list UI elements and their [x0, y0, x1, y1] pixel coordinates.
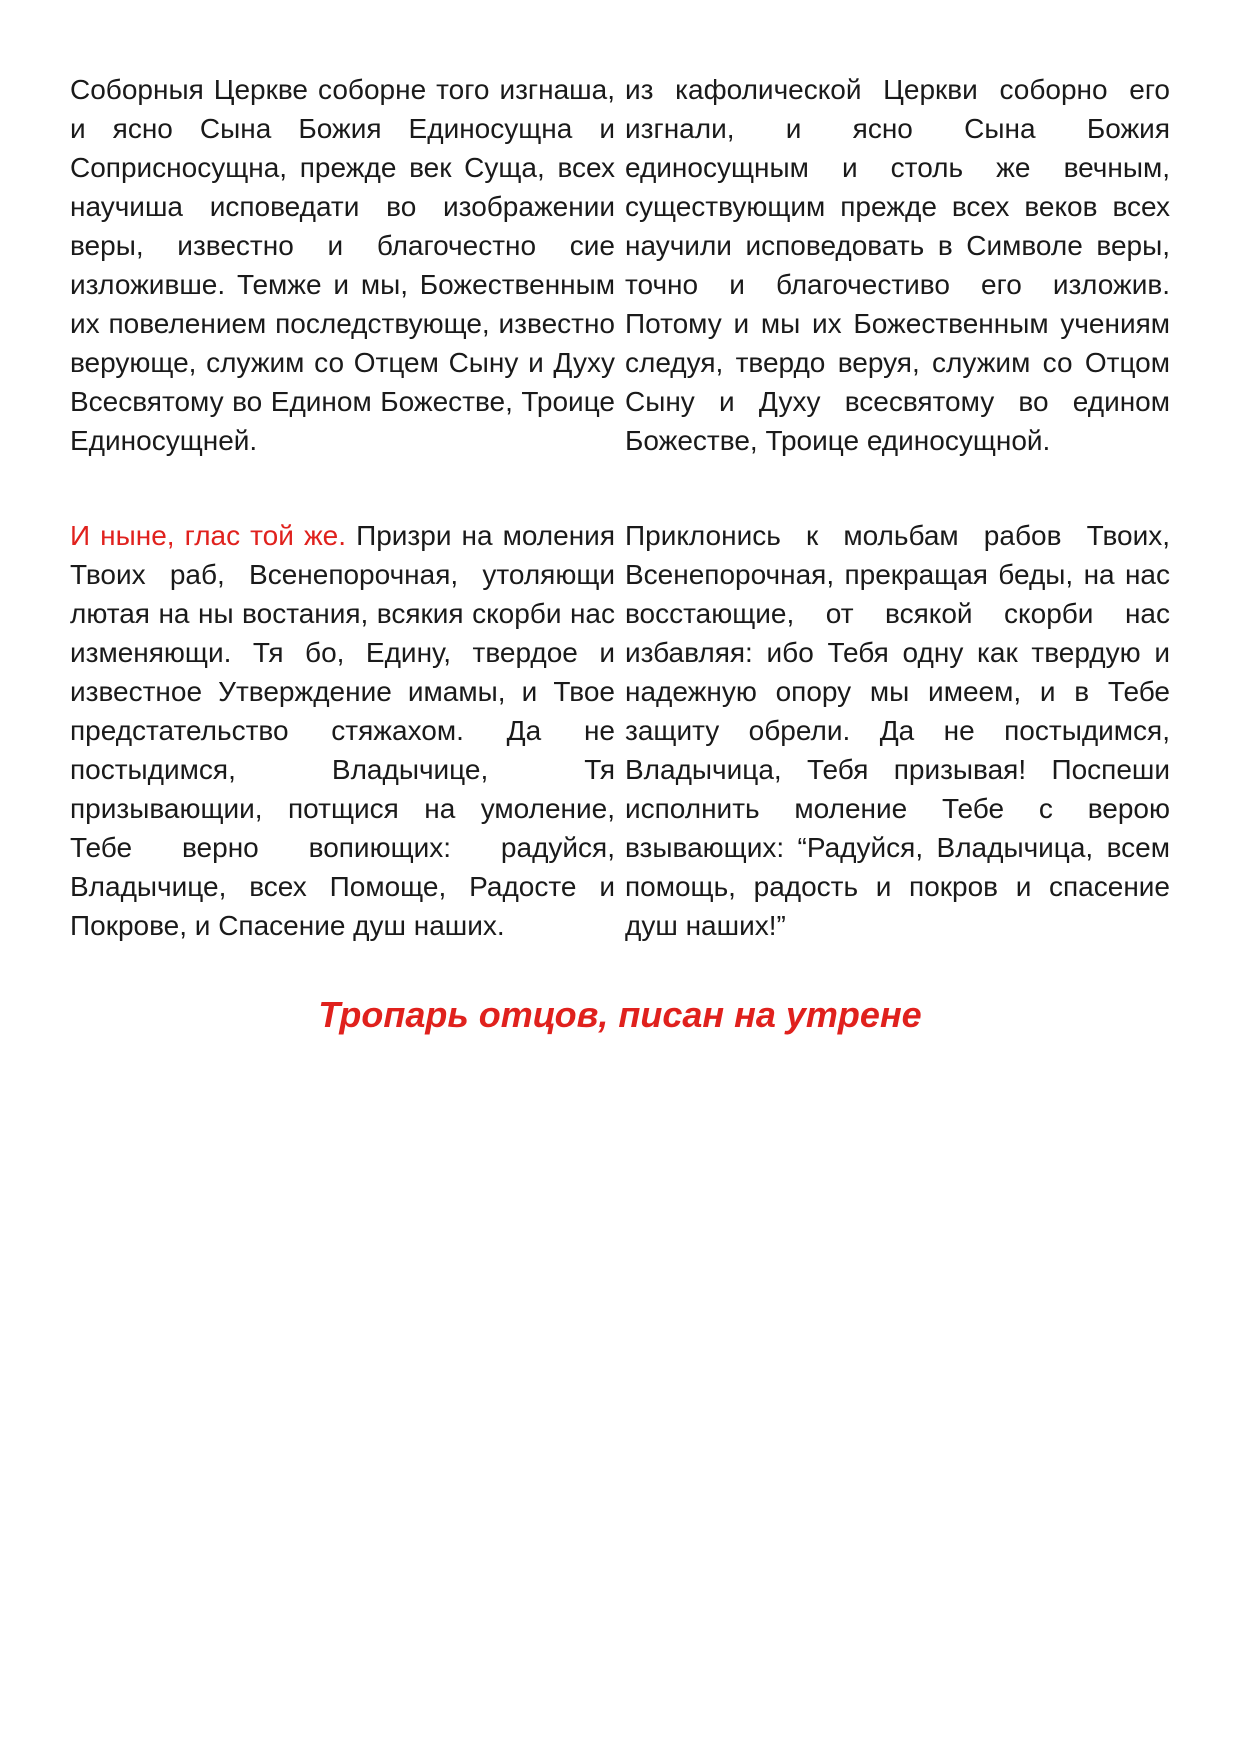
parallel-section-1 — [70, 70, 1170, 460]
church-slavonic-column — [70, 70, 615, 460]
slavonic-paragraph: Призри на моления Твоих раб, Всенепорочная, утоляющи лютая на ны востания, всякия скорби нас изменяющи. Тя бо, Едину, твердое и известное Утверждение имамы, и Твое предстательство стяжахом. Да не постыдимся, Владычице, Тя призывающии, потщися на умоление, Тебе верно вопиющих: радуйся, Владычице, всех Помоще, Радосте и Покрове, и Спасение душ наших. — [70, 520, 615, 941]
document-page — [70, 70, 1170, 1037]
church-slavonic-column — [70, 516, 615, 945]
russian-translation-column — [625, 516, 1170, 945]
slavonic-paragraph: Соборныя Церкве соборне того изгнаша, и ясно Сына Божия Единосущна и Соприсносущна, прежде век Суща, всех научиша исповедати во изображении веры, известно и благочестно сие изложивше. Темже и мы, Божественным их повелением последствующе, известно верующе, служим со Отцем Сыну и Духу Всесвятому во Едином Божестве, Троице Единосущней. — [70, 74, 615, 456]
russian-translation-column — [625, 70, 1170, 460]
rubric-text: И ныне, глас той же. — [70, 520, 347, 551]
section-heading: Тропарь отцов, писан на утрене — [318, 994, 922, 1035]
russian-paragraph: из кафолической Церкви соборно его изгнали, и ясно Сына Божия единосущным и столь же вечным, существующим прежде всех веков всех научили исповедовать в Символе веры, точно и благочестиво его изложив. Потому и мы их Божественным учениям следуя, твердо веруя, служим со Отцом Сыну и Духу всесвятому во едином Божестве, Троице единосущной. — [625, 74, 1170, 456]
russian-paragraph: Приклонись к мольбам рабов Твоих, Всенепорочная, прекращая беды, на нас восстающие, от всякой скорби нас избавляя: ибо Тебя одну как твердую и надежную опору мы имеем, и в Тебе защиту обрели. Да не постыдимся, Владычица, Тебя призывая! Поспеши исполнить моление Тебе с верою взывающих: “Радуйся, Владычица, всем помощь, радость и покров и спасение душ наших!” — [625, 520, 1170, 941]
parallel-section-2 — [70, 516, 1170, 945]
